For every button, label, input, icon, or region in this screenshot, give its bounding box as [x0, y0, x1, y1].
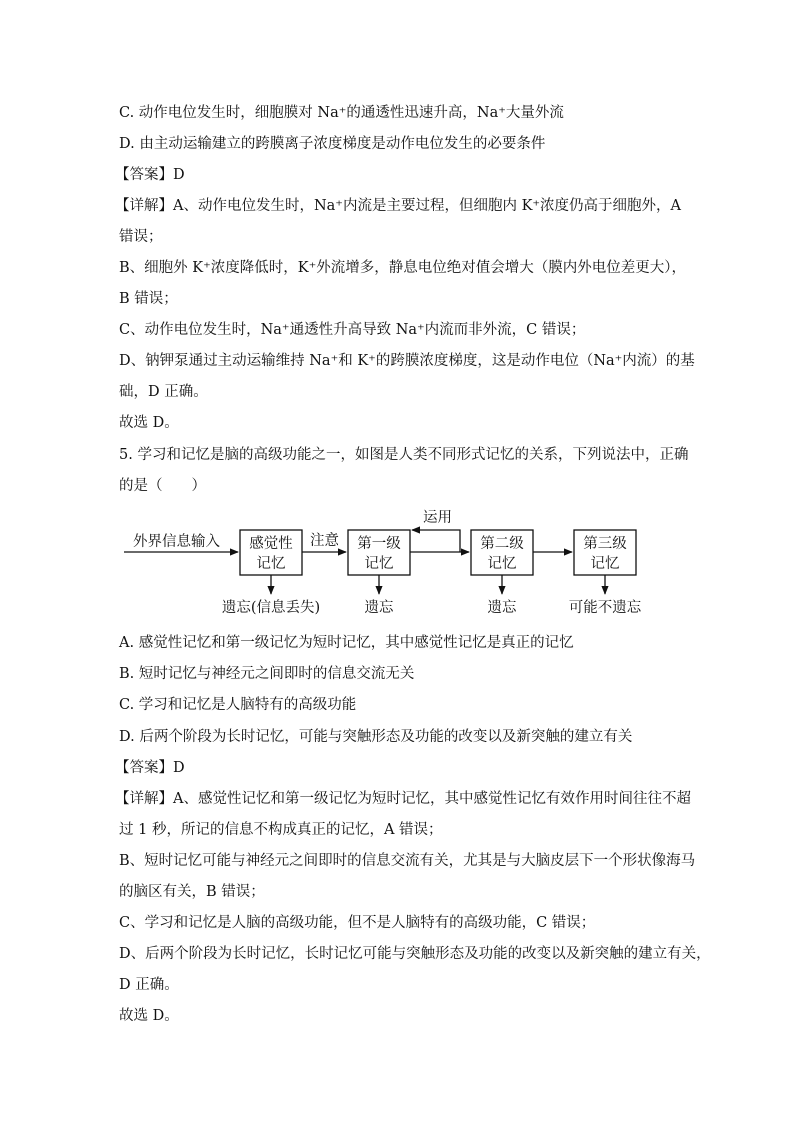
q4-detail-line: 【详解】A、动作电位发生时，Na⁺内流是主要过程，但细胞内 K⁺浓度仍高于细胞外，A [115, 198, 682, 214]
q5-stem-line: 5. 学习和记忆是脑的高级功能之一，如图是人类不同形式记忆的关系，下列说法中，正确 [119, 447, 689, 463]
box-label-line2: 记忆 [364, 556, 394, 572]
forget-label: 遗忘 [364, 600, 394, 616]
q4-detail-line: 错误； [119, 229, 163, 245]
box-label-line1: 第三级 [583, 536, 627, 552]
q5-detail-line: D 正确。 [119, 977, 179, 993]
q4-option-c: C. 动作电位发生时，细胞膜对 Na⁺的通透性迅速升高，Na⁺大量外流 [119, 105, 564, 121]
q5-option-a: A. 感觉性记忆和第一级记忆为短时记忆，其中感觉性记忆是真正的记忆 [119, 635, 574, 651]
q5-detail-line: 【详解】A、感觉性记忆和第一级记忆为短时记忆，其中感觉性记忆有效作用时间往往不超 [115, 791, 691, 807]
q4-detail-line: C、动作电位发生时，Na⁺通透性升高导致 Na⁺内流而非外流，C 错误； [119, 322, 586, 338]
q5-option-c: C. 学习和记忆是人脑特有的高级功能 [119, 697, 357, 713]
q4-detail-line: B 错误； [119, 291, 178, 307]
q5-detail-line: 过 1 秒，所记的信息不构成真正的记忆，A 错误； [119, 822, 443, 838]
q4-option-d: D. 由主动运输建立的跨膜离子浓度梯度是动作电位发生的必要条件 [119, 136, 546, 152]
box-label-line2: 记忆 [487, 556, 517, 572]
box-label-line2: 记忆 [256, 556, 286, 572]
q5-detail-line: D、后两个阶段为长时记忆，长时记忆可能与突触形态及功能的改变以及新突触的建立有关， [119, 946, 711, 962]
q5-detail-line: C、学习和记忆是人脑的高级功能，但不是人脑特有的高级功能，C 错误； [119, 915, 596, 931]
box-label-line1: 第二级 [480, 536, 524, 552]
q4-detail-line: 础，D 正确。 [119, 384, 208, 400]
q5-detail-line: 故选 D。 [119, 1008, 179, 1024]
q5-stem-line: 的是（ ） [119, 478, 206, 494]
input-label: 外界信息输入 [133, 534, 220, 550]
q5-option-d: D. 后两个阶段为长时记忆，可能与突触形态及功能的改变以及新突触的建立有关 [119, 729, 633, 745]
forget-label: 遗忘(信息丢失) [221, 600, 321, 616]
attention-label: 注意 [310, 533, 339, 549]
q4-detail-line: 故选 D。 [119, 415, 179, 431]
use-feedback-arrow [412, 530, 460, 552]
use-label: 运用 [423, 510, 452, 526]
q5-detail-line: 的脑区有关，B 错误； [119, 884, 265, 900]
q5-detail-line: B、短时记忆可能与神经元之间即时的信息交流有关，尤其是与大脑皮层下一个形状像海马 [119, 853, 696, 869]
q4-detail-line: D、钠钾泵通过主动运输维持 Na⁺和 K⁺的跨膜浓度梯度，这是动作电位（Na⁺内流）的基 [119, 353, 695, 369]
forget-label: 遗忘 [487, 600, 517, 616]
box-label-line2: 记忆 [590, 556, 620, 572]
q4-detail-line: B、细胞外 K⁺浓度降低时，K⁺外流增多，静息电位绝对值会增大（膜内外电位差更大）， [119, 260, 686, 276]
box-label-line1: 感觉性 [249, 536, 293, 552]
q5-answer: 【答案】D [115, 760, 185, 776]
q5-option-b: B. 短时记忆与神经元之间即时的信息交流无关 [119, 666, 415, 682]
box-label-line1: 第一级 [357, 536, 401, 552]
q4-answer: 【答案】D [115, 167, 185, 183]
forget-label: 可能不遗忘 [568, 600, 642, 616]
